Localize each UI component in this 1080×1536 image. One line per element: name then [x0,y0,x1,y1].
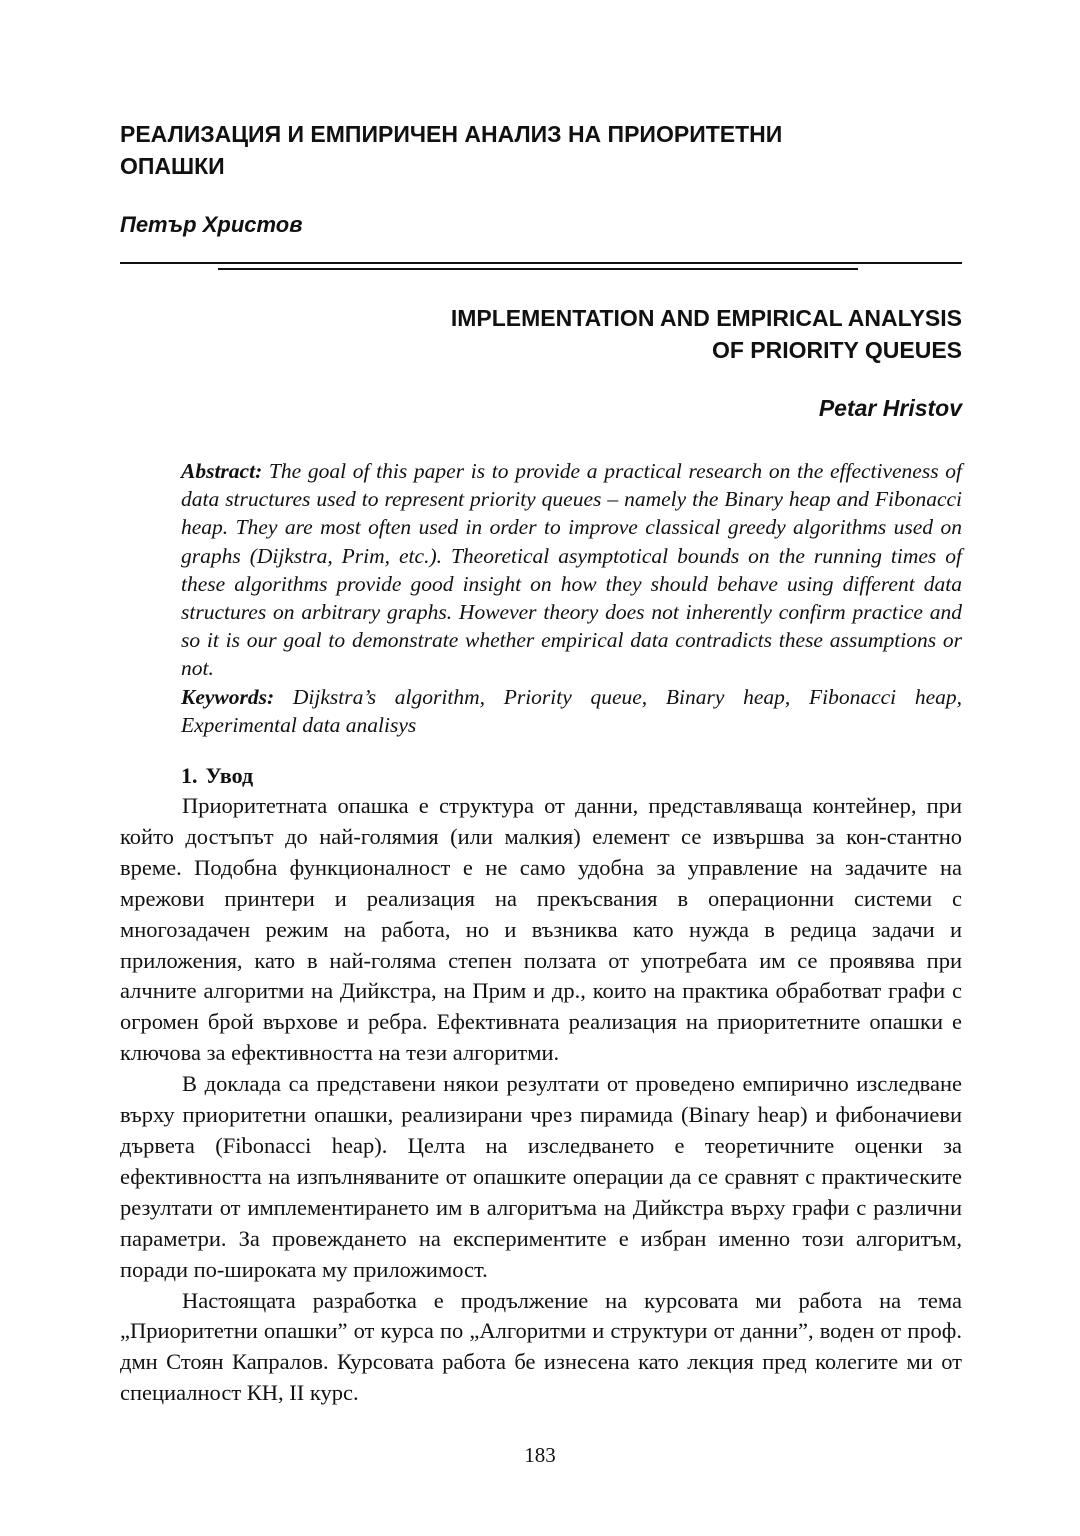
body-text [120,791,962,1409]
page-number: 183 [524,1443,556,1467]
header-rule-bottom [218,268,858,270]
keywords-label: Keywords: [181,684,275,709]
header-rule-top [120,262,962,264]
bg-author-name: Петър Христов [120,212,303,237]
en-title-line-1: IMPLEMENTATION AND EMPIRICAL ANALYSIS [450,305,962,331]
abstract-block [181,457,962,739]
abstract-text: The goal of this paper is to provide a practical research on the effectiveness of data structures used to represent priority queues – namely the Binary heap and Fibonacci heap. They are most often used in order to improve classical greedy algorithms used on graphs (Dijkstra, Prim, etc.). Theoretical asymptotical bounds on the running times of these algorithms provide good insight on how they should behave using different data structures on arbitrary graphs. However theory does not inherently confirm practice and so it is our goal to demonstrate whether empirical data contradicts these assumptions or not. [181,459,962,681]
section-number: 1. [181,763,198,788]
en-paper-title [451,302,962,366]
body-paragraph: Настоящата разработка е продължение на курсовата ми работа на тема „Приоритетни опашки” от курса по „Алгоритми и структури от данни”, воден от проф. дмн Стоян Капралов. Курсовата работа бе изнесена като лекция пред колегите ми от специалност КН, II курс. [120,1287,962,1406]
en-author-name: Petar Hristov [818,395,962,421]
body-paragraph: Приоритетната опашка е структура от данни, представляваща контейнер, при който достъпът до най-голямия (или малкия) елемент се извършва за кон-стантно време. Подобна функционалност е не само удобна за управление на задачите на мрежови принтери и реализация на прекъсвания в операционни системи с многозадачен режим на работа, но и възниква като нужда в редица задачи и приложения, като в най-голяма степен ползата от употребата им се проявява при алчните алгоритми на Дийкстра, на Прим и др., които на практика обработват графи с огромен брой върхове и ребра. Ефективната реализация на приоритетните опашки е ключова за ефективността на тези алгоритми. [120,793,962,1066]
abstract-paragraph [181,457,962,683]
en-title-line-2: OF PRIORITY QUEUES [711,337,962,363]
abstract-label: Abstract: [181,459,263,483]
section-heading [181,763,253,789]
bg-paper-title: РЕАЛИЗАЦИЯ И ЕМПИРИЧЕН АНАЛИЗ НА ПРИОРИТЕТНИ ОПАШКИ [120,121,783,179]
keywords-text: Dijkstra’s algorithm, Priority queue, Binary heap, Fibonacci heap, Experimental data analisys [181,684,962,737]
body-paragraph: В доклада са представени някои резултати от проведено емпирично изследване върху приоритетни опашки, реализирани чрез пирамида (Binary heap) и фибоначиеви дървета (Fibonacci heap). Целта на изследването е теоретичните оценки за ефективността на изпълняваните от опашките операции да се сравнят с практическите резултати от имплементирането им в алгоритъма на Дийкстра върху графи с различни параметри. За провеждането на експериментите е избран именно този алгоритъм, поради по-широката му приложимост. [120,1071,962,1282]
section-title: Увод [205,763,254,788]
keywords-paragraph [181,683,962,739]
